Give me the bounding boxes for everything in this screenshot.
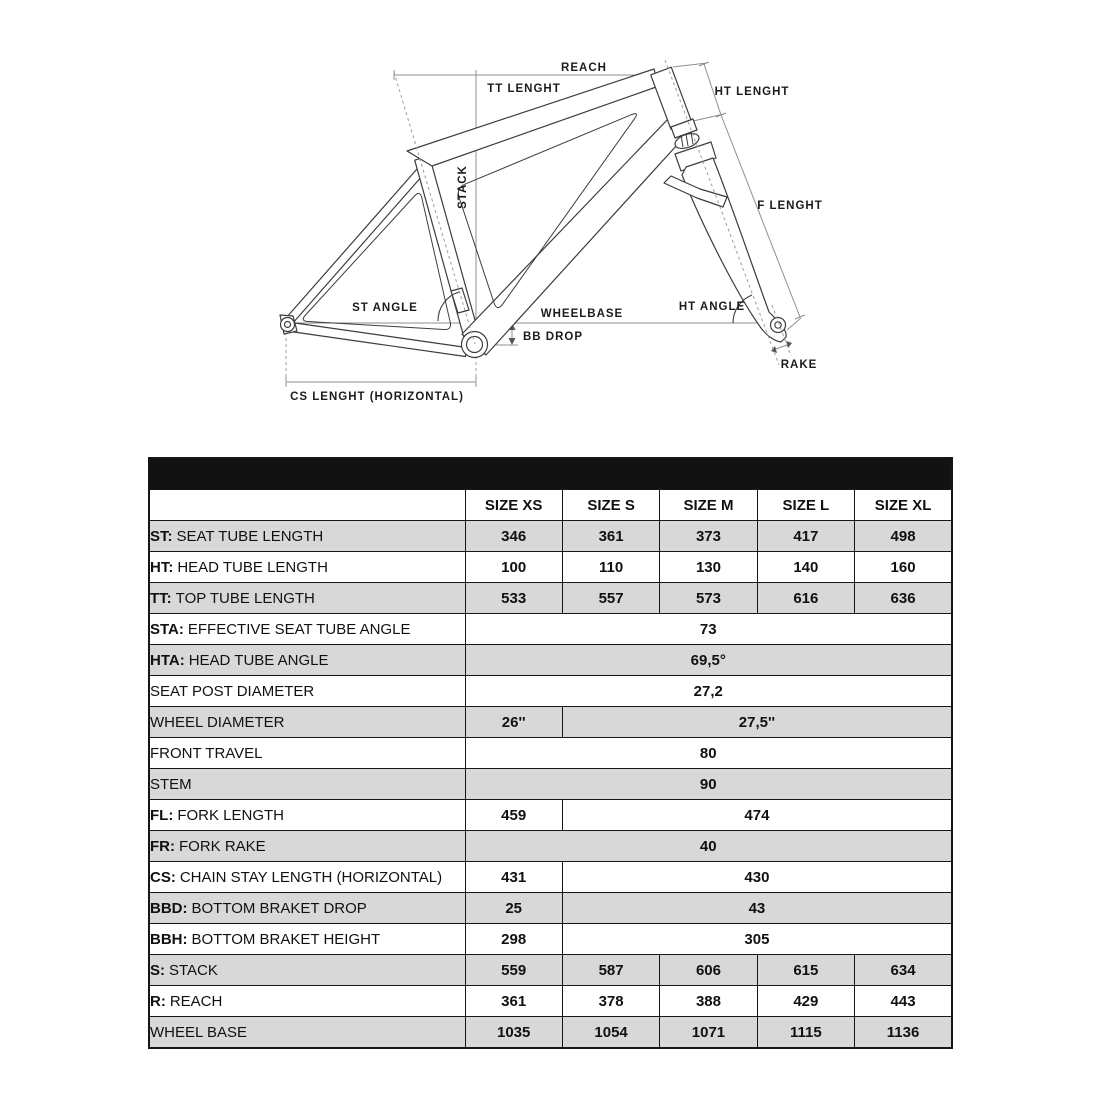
row-label: HT: HEAD TUBE LENGTH [149, 552, 465, 583]
label-reach: REACH [561, 62, 607, 74]
row-label: STEM [149, 769, 465, 800]
spec-value-span: 43 [562, 893, 952, 924]
row-label: WHEEL DIAMETER [149, 707, 465, 738]
spec-value: 388 [660, 986, 757, 1017]
row-label: ST: SEAT TUBE LENGTH [149, 521, 465, 552]
spec-value: 378 [562, 986, 659, 1017]
spec-value-xs: 25 [465, 893, 562, 924]
label-bb-drop: BB DROP [523, 331, 584, 343]
row-label: SEAT POST DIAMETER [149, 676, 465, 707]
spec-value: 498 [855, 521, 952, 552]
row-label: S: STACK [149, 955, 465, 986]
spec-value: 533 [465, 583, 562, 614]
spec-value: 606 [660, 955, 757, 986]
spec-value-span: 90 [465, 769, 952, 800]
label-stack: STACK [457, 165, 469, 209]
spec-value-span: 430 [562, 862, 952, 893]
spec-value: 1054 [562, 1017, 659, 1049]
spec-value: 1035 [465, 1017, 562, 1049]
table-row [149, 583, 952, 614]
empty-header-cell [149, 490, 465, 521]
spec-value: 160 [855, 552, 952, 583]
table-row [149, 986, 952, 1017]
spec-value: 361 [465, 986, 562, 1017]
table-row [149, 1017, 952, 1049]
label-ht-lenght: HT LENGHT [714, 86, 790, 98]
spec-value-span: 69,5° [465, 645, 952, 676]
seat-stay [286, 169, 423, 324]
table-row [149, 552, 952, 583]
geometry-spec-table [148, 457, 953, 1049]
row-label: CS: CHAIN STAY LENGTH (HORIZONTAL) [149, 862, 465, 893]
spec-value: 443 [855, 986, 952, 1017]
label-wheelbase: WHEELBASE [540, 308, 624, 320]
seat-tube [415, 156, 482, 347]
row-label: WHEEL BASE [149, 1017, 465, 1049]
spec-value: 100 [465, 552, 562, 583]
spec-value: 140 [757, 552, 854, 583]
size-header: SIZE L [757, 490, 854, 521]
label-rake: RAKE [780, 359, 818, 371]
table-title: EXPL 50 [149, 458, 952, 490]
spec-value: 634 [855, 955, 952, 986]
spec-value-xs: 298 [465, 924, 562, 955]
table-title-row [149, 458, 952, 490]
spec-value-span: 305 [562, 924, 952, 955]
row-label: R: REACH [149, 986, 465, 1017]
table-row [149, 521, 952, 552]
table-row [149, 769, 952, 800]
row-label: FL: FORK LENGTH [149, 800, 465, 831]
spec-value-span: 474 [562, 800, 952, 831]
label-f-lenght: F LENGHT [757, 200, 823, 212]
spec-value: 636 [855, 583, 952, 614]
table-row [149, 707, 952, 738]
spec-value: 130 [660, 552, 757, 583]
spec-value: 1136 [855, 1017, 952, 1049]
table-row [149, 924, 952, 955]
table-row [149, 645, 952, 676]
spec-value-xs: 26'' [465, 707, 562, 738]
steering-axis [665, 60, 779, 365]
size-header-row [149, 490, 952, 521]
spec-value: 587 [562, 955, 659, 986]
spec-value: 361 [562, 521, 659, 552]
row-label: BBH: BOTTOM BRAKET HEIGHT [149, 924, 465, 955]
spec-value-span: 80 [465, 738, 952, 769]
spec-value: 559 [465, 955, 562, 986]
spec-value-xs: 431 [465, 862, 562, 893]
table-row [149, 955, 952, 986]
table-row [149, 614, 952, 645]
label-st-angle: ST ANGLE [352, 302, 418, 314]
label-cs-lenght: CS LENGHT (HORIZONTAL) [290, 391, 464, 403]
spec-value: 557 [562, 583, 659, 614]
chain-stay [290, 323, 466, 357]
spec-value: 346 [465, 521, 562, 552]
spec-value: 1115 [757, 1017, 854, 1049]
table-row [149, 862, 952, 893]
spec-value: 1071 [660, 1017, 757, 1049]
row-label: FRONT TRAVEL [149, 738, 465, 769]
size-header: SIZE XL [855, 490, 952, 521]
label-tt-lenght: TT LENGHT [487, 83, 561, 95]
spec-value-span: 27,2 [465, 676, 952, 707]
spec-value: 373 [660, 521, 757, 552]
size-header: SIZE XS [465, 490, 562, 521]
spec-value: 417 [757, 521, 854, 552]
spec-value-span: 73 [465, 614, 952, 645]
spec-value-span: 27,5'' [562, 707, 952, 738]
table-row [149, 676, 952, 707]
row-label: STA: EFFECTIVE SEAT TUBE ANGLE [149, 614, 465, 645]
spec-value-xs: 459 [465, 800, 562, 831]
spec-value: 573 [660, 583, 757, 614]
spec-value: 616 [757, 583, 854, 614]
table-row [149, 800, 952, 831]
spec-value: 615 [757, 955, 854, 986]
bike-frame [280, 67, 692, 357]
size-header: SIZE S [562, 490, 659, 521]
row-label: HTA: HEAD TUBE ANGLE [149, 645, 465, 676]
row-label: BBD: BOTTOM BRAKET DROP [149, 893, 465, 924]
bike-geometry-diagram [0, 0, 1100, 445]
row-label: FR: FORK RAKE [149, 831, 465, 862]
label-ht-angle: HT ANGLE [678, 301, 746, 313]
table-row [149, 831, 952, 862]
size-header: SIZE M [660, 490, 757, 521]
spec-value: 429 [757, 986, 854, 1017]
row-label: TT: TOP TUBE LENGTH [149, 583, 465, 614]
spec-value: 110 [562, 552, 659, 583]
head-tube [651, 67, 692, 129]
spec-value-span: 40 [465, 831, 952, 862]
table-row [149, 893, 952, 924]
table-row [149, 738, 952, 769]
